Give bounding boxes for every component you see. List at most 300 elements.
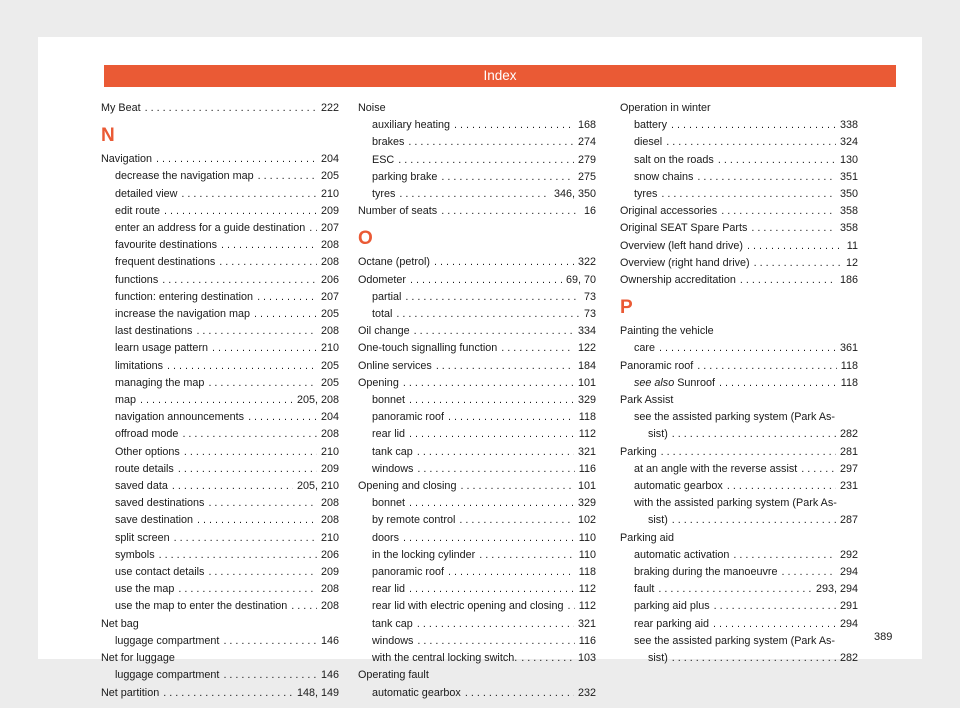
entry-label: use contact details — [115, 566, 205, 579]
entry-page-ref: 321 — [577, 617, 596, 630]
leader-dots — [417, 616, 574, 633]
index-heading: see the assisted parking system (Park As- — [634, 634, 836, 647]
index-entry — [101, 461, 339, 478]
leader-dots — [184, 444, 317, 461]
entry-label: battery — [634, 119, 668, 132]
entry-page-ref: 204 — [320, 411, 339, 424]
entry-label: Overview (right hand drive) — [620, 256, 750, 269]
entry-page-ref: 338 — [839, 119, 858, 132]
index-entry — [620, 255, 858, 272]
index-entry — [358, 616, 596, 633]
leader-dots — [454, 117, 574, 134]
index-entry — [620, 616, 858, 633]
entry-label: Panoramic roof — [620, 359, 694, 372]
index-entry — [620, 358, 858, 375]
entry-page-ref: 11 — [846, 239, 858, 252]
index-heading: Net for luggage — [101, 652, 175, 665]
index-entry — [620, 220, 858, 237]
index-entry — [358, 478, 596, 495]
index-heading: Park Assist — [620, 394, 674, 407]
entry-label: route details — [115, 462, 174, 475]
entry-page-ref: 281 — [839, 445, 858, 458]
entry-label: rear lid — [372, 428, 406, 441]
index-entry — [101, 272, 339, 289]
index-entry — [101, 254, 339, 271]
index-entry — [101, 598, 339, 615]
index-entry — [101, 151, 339, 168]
entry-label: diesel — [634, 136, 663, 149]
index-entry — [358, 581, 596, 598]
leader-dots — [405, 289, 580, 306]
entry-label: Opening — [358, 376, 399, 389]
entry-page-ref: 282 — [839, 428, 858, 441]
index-entry — [358, 203, 596, 220]
index-entry — [620, 152, 858, 169]
entry-page-ref: 297 — [839, 462, 858, 475]
leader-dots — [417, 444, 574, 461]
leader-dots — [672, 650, 836, 667]
leader-dots — [208, 564, 317, 581]
leader-dots — [661, 444, 836, 461]
index-entry — [620, 564, 858, 581]
entry-label: use the map to enter the destination — [115, 600, 288, 613]
entry-page-ref: 101 — [577, 376, 596, 389]
leader-dots — [409, 392, 574, 409]
entry-label: automatic gearbox — [372, 686, 461, 699]
leader-dots — [417, 633, 574, 650]
entry-label: sist) — [648, 514, 668, 527]
entry-label: care — [634, 342, 656, 355]
entry-page-ref: 346, 350 — [553, 188, 596, 201]
index-entry — [358, 289, 596, 306]
index-entry — [101, 530, 339, 547]
entry-label: Parking — [620, 445, 657, 458]
index-entry — [101, 323, 339, 340]
entry-page-ref: 205 — [320, 308, 339, 321]
entry-label: My Beat — [101, 102, 141, 114]
index-entry — [358, 254, 596, 271]
leader-dots — [460, 478, 574, 495]
entry-label: bonnet — [372, 497, 406, 510]
index-entry — [358, 272, 596, 289]
entry-page-ref: 204 — [320, 153, 339, 166]
entry-page-ref: 110 — [578, 531, 596, 544]
leader-dots — [258, 168, 317, 185]
index-entry — [358, 306, 596, 323]
entry-label: Oil change — [358, 325, 410, 338]
entry-label: in the locking cylinder — [372, 548, 476, 561]
index-entry — [101, 100, 339, 117]
entry-label: partial — [372, 290, 402, 303]
index-entry — [358, 392, 596, 409]
leader-dots — [465, 685, 574, 702]
entry-label: automatic activation — [634, 548, 730, 561]
entry-page-ref: 118 — [578, 566, 596, 579]
leader-dots — [178, 461, 317, 478]
see-also-label: see also — [634, 376, 675, 389]
entry-label: One-touch signalling function — [358, 342, 498, 355]
leader-dots — [182, 426, 317, 443]
entry-label: limitations — [115, 359, 164, 372]
entry-label: edit route — [115, 204, 161, 217]
entry-page-ref: 184 — [577, 359, 596, 372]
entry-page-ref: 208 — [320, 256, 339, 269]
leader-dots — [291, 598, 317, 615]
entry-page-ref: 102 — [577, 514, 596, 527]
entry-label: offroad mode — [115, 428, 179, 441]
see-also-target: Sunroof — [674, 376, 716, 389]
entry-page-ref: 292 — [839, 548, 858, 561]
index-entry — [358, 564, 596, 581]
entry-page-ref: 112 — [578, 428, 596, 441]
index-heading: Painting the vehicle — [620, 325, 714, 338]
entry-label: with the central locking switch. — [372, 652, 518, 665]
entry-label: detailed view — [115, 187, 178, 200]
leader-dots — [740, 272, 836, 289]
entry-page-ref: 287 — [839, 514, 858, 527]
leader-dots — [156, 151, 317, 168]
entry-label: increase the navigation map — [115, 308, 251, 321]
entry-label: saved destinations — [115, 497, 205, 510]
entry-page-ref: 231 — [839, 480, 858, 493]
entry-label: last destinations — [115, 325, 193, 338]
leader-dots — [733, 547, 836, 564]
entry-label: favourite destinations — [115, 239, 218, 252]
leader-dots — [212, 340, 317, 357]
index-entry — [358, 598, 596, 615]
leader-dots — [409, 495, 574, 512]
entry-label: frequent destinations — [115, 256, 216, 269]
entry-label: panoramic roof — [372, 411, 445, 424]
entry-page-ref: 209 — [320, 462, 339, 475]
leader-dots — [448, 564, 575, 581]
entry-page-ref: 69, 70 — [565, 273, 596, 286]
leader-dots — [408, 134, 574, 151]
index-entry — [358, 633, 596, 650]
entry-page-ref: 208 — [320, 514, 339, 527]
index-entry — [358, 409, 596, 426]
entry-page-ref: 294 — [839, 617, 858, 630]
index-entry — [620, 169, 858, 186]
leader-dots — [672, 426, 836, 443]
entry-label: sist) — [648, 428, 668, 441]
entry-page-ref: 148, 149 — [296, 686, 339, 699]
entry-page-ref: 207 — [320, 222, 339, 235]
leader-dots — [719, 375, 837, 392]
index-entry — [620, 238, 858, 255]
index-entry — [101, 685, 339, 702]
index-entry — [358, 340, 596, 357]
index-entry — [620, 186, 858, 203]
leader-dots — [409, 581, 575, 598]
index-entry — [620, 375, 858, 392]
entry-label: navigation announcements — [115, 411, 245, 424]
index-entry — [358, 152, 596, 169]
index-column-2 — [358, 100, 596, 702]
index-page — [38, 37, 922, 699]
leader-dots — [697, 169, 836, 186]
entry-page-ref: 146 — [320, 669, 339, 682]
index-entry — [620, 272, 858, 289]
index-entry — [620, 444, 858, 461]
entry-page-ref: 122 — [577, 342, 596, 355]
leader-dots — [196, 323, 317, 340]
leader-dots — [747, 238, 843, 255]
index-entry — [358, 444, 596, 461]
index-entry — [620, 461, 858, 478]
entry-label: Odometer — [358, 273, 407, 286]
leader-dots — [658, 581, 812, 598]
entry-page-ref: 116 — [578, 634, 596, 647]
entry-page-ref: 112 — [578, 583, 596, 596]
entry-label: sist) — [648, 652, 668, 665]
index-title-banner: Index — [104, 65, 896, 87]
leader-dots — [417, 461, 574, 478]
leader-dots — [181, 186, 317, 203]
index-heading: Operation in winter — [620, 102, 711, 114]
leader-dots — [167, 358, 317, 375]
entry-label: tank cap — [372, 445, 413, 458]
index-entry — [620, 117, 858, 134]
entry-label: rear lid with electric opening and closing — [372, 600, 564, 613]
entry-page-ref: 358 — [839, 222, 858, 235]
entry-page-ref: 350 — [839, 188, 858, 201]
leader-dots — [727, 478, 836, 495]
index-entry — [358, 134, 596, 151]
leader-dots — [398, 152, 574, 169]
index-entry — [358, 495, 596, 512]
entry-page-ref: 209 — [320, 204, 339, 217]
leader-dots — [399, 186, 550, 203]
index-column-3 — [620, 100, 858, 667]
index-entry — [101, 375, 339, 392]
index-entry — [101, 358, 339, 375]
entry-page-ref: 16 — [583, 205, 596, 218]
entry-label: automatic gearbox — [634, 480, 723, 493]
entry-label: functions — [115, 273, 159, 286]
index-entry — [101, 478, 339, 495]
entry-page-ref: 116 — [578, 462, 596, 475]
index-entry — [101, 409, 339, 426]
entry-label: salt on the roads — [634, 153, 714, 166]
entry-label: Net partition — [101, 686, 160, 699]
entry-label: learn usage pattern — [115, 342, 209, 355]
entry-label: snow chains — [634, 170, 694, 183]
index-entry — [358, 186, 596, 203]
index-entry — [620, 581, 858, 598]
leader-dots — [208, 375, 317, 392]
leader-dots — [309, 220, 317, 237]
entry-page-ref: 282 — [839, 652, 858, 665]
index-entry — [101, 512, 339, 529]
index-heading: with the assisted parking system (Park As- — [634, 497, 837, 510]
entry-label: Original SEAT Spare Parts — [620, 222, 748, 235]
index-entry — [101, 581, 339, 598]
entry-page-ref: 361 — [839, 342, 858, 355]
index-entry — [101, 392, 339, 409]
leader-dots — [162, 272, 317, 289]
leader-dots — [434, 254, 574, 271]
leader-dots — [172, 478, 293, 495]
index-entry — [620, 512, 858, 529]
entry-label: brakes — [372, 136, 405, 149]
entry-page-ref: 209 — [320, 566, 339, 579]
leader-dots — [178, 581, 317, 598]
index-entry — [101, 220, 339, 237]
leader-dots — [459, 512, 574, 529]
section-letter: P — [620, 297, 633, 319]
index-entry — [620, 340, 858, 357]
entry-label: Other options — [115, 445, 180, 458]
entry-page-ref: 324 — [839, 136, 858, 149]
index-column-1 — [101, 100, 339, 702]
index-entry — [101, 306, 339, 323]
leader-dots — [501, 340, 574, 357]
leader-dots — [221, 237, 317, 254]
entry-label: Opening and closing — [358, 480, 457, 493]
entry-page-ref: 206 — [320, 548, 339, 561]
entry-page-ref: 118 — [578, 411, 596, 424]
entry-label: Octane (petrol) — [358, 256, 431, 269]
entry-label: ESC — [372, 153, 395, 166]
entry-label — [634, 375, 715, 392]
index-entry — [620, 598, 858, 615]
entry-label: enter an address for a guide destination — [115, 222, 306, 235]
index-entry — [101, 426, 339, 443]
entry-page-ref: 168 — [577, 119, 596, 132]
entry-label: use the map — [115, 583, 175, 596]
entry-page-ref: 208 — [320, 239, 339, 252]
entry-page-ref: 208 — [320, 600, 339, 613]
entry-label: windows — [372, 634, 414, 647]
entry-page-ref: 110 — [578, 548, 596, 561]
entry-label: auxiliary heating — [372, 119, 451, 132]
index-entry — [358, 426, 596, 443]
leader-dots — [666, 134, 836, 151]
page-number: 389 — [874, 631, 893, 643]
index-entry — [620, 547, 858, 564]
entry-page-ref: 275 — [577, 170, 596, 183]
entry-label: luggage compartment — [115, 669, 220, 682]
leader-dots — [751, 220, 836, 237]
entry-label: at an angle with the reverse assist — [634, 462, 798, 475]
leader-dots — [248, 409, 317, 426]
leader-dots — [781, 564, 836, 581]
leader-dots — [718, 152, 836, 169]
leader-dots — [754, 255, 842, 272]
entry-label: Navigation — [101, 153, 153, 166]
leader-dots — [140, 392, 293, 409]
index-entry — [358, 512, 596, 529]
entry-label: symbols — [115, 548, 155, 561]
leader-dots — [714, 598, 836, 615]
leader-dots — [414, 323, 574, 340]
leader-dots — [410, 272, 562, 289]
entry-label: function: entering destination — [115, 290, 254, 303]
index-entry — [358, 461, 596, 478]
leader-dots — [163, 685, 293, 702]
index-heading: see the assisted parking system (Park As- — [634, 411, 836, 424]
entry-page-ref: 334 — [577, 325, 596, 338]
entry-page-ref: 329 — [577, 394, 596, 407]
entry-label: save destination — [115, 514, 194, 527]
entry-label: Original accessories — [620, 205, 718, 218]
index-entry — [101, 186, 339, 203]
leader-dots — [208, 495, 317, 512]
index-entry — [358, 650, 596, 667]
leader-dots — [436, 358, 574, 375]
index-entry — [620, 426, 858, 443]
index-entry — [358, 358, 596, 375]
entry-page-ref: 210 — [320, 445, 339, 458]
entry-page-ref: 146 — [320, 634, 339, 647]
leader-dots — [721, 203, 836, 220]
entry-label: windows — [372, 462, 414, 475]
entry-label: managing the map — [115, 376, 205, 389]
entry-label: rear parking aid — [634, 617, 710, 630]
entry-page-ref: 279 — [577, 153, 596, 166]
entry-label: Online services — [358, 359, 432, 372]
entry-label: decrease the navigation map — [115, 170, 254, 183]
leader-dots — [223, 633, 317, 650]
entry-page-ref: 208 — [320, 428, 339, 441]
entry-label: rear lid — [372, 583, 406, 596]
entry-page-ref: 222 — [320, 102, 339, 114]
leader-dots — [521, 650, 574, 667]
index-entry — [101, 444, 339, 461]
index-entry — [620, 203, 858, 220]
entry-label: Number of seats — [358, 205, 438, 218]
entry-page-ref: 118 — [840, 359, 858, 372]
entry-page-ref: 210 — [320, 342, 339, 355]
index-entry — [620, 478, 858, 495]
entry-page-ref: 294 — [839, 566, 858, 579]
entry-label: tyres — [372, 188, 396, 201]
entry-label: Overview (left hand drive) — [620, 239, 744, 252]
entry-page-ref: 329 — [577, 497, 596, 510]
leader-dots — [396, 306, 580, 323]
index-entry — [101, 667, 339, 684]
entry-page-ref: 293, 294 — [815, 583, 858, 596]
leader-dots — [479, 547, 575, 564]
entry-page-ref: 73 — [583, 290, 596, 303]
index-entry — [101, 237, 339, 254]
index-heading: Noise — [358, 102, 386, 114]
index-entry — [101, 289, 339, 306]
index-entry — [620, 134, 858, 151]
index-entry — [101, 564, 339, 581]
entry-label: luggage compartment — [115, 634, 220, 647]
index-heading: Parking aid — [620, 531, 675, 544]
leader-dots — [254, 306, 317, 323]
entry-page-ref: 208 — [320, 325, 339, 338]
entry-label: bonnet — [372, 394, 406, 407]
entry-page-ref: 322 — [577, 256, 596, 269]
leader-dots — [441, 203, 580, 220]
index-entry — [101, 168, 339, 185]
leader-dots — [567, 598, 574, 615]
entry-page-ref: 205 — [320, 170, 339, 183]
leader-dots — [145, 100, 317, 117]
entry-page-ref: 118 — [840, 376, 858, 389]
leader-dots — [197, 512, 317, 529]
entry-label: split screen — [115, 531, 170, 544]
entry-page-ref: 232 — [577, 686, 596, 699]
entry-label: saved data — [115, 480, 168, 493]
index-entry — [358, 117, 596, 134]
entry-page-ref: 321 — [577, 445, 596, 458]
section-letter: O — [358, 228, 373, 250]
